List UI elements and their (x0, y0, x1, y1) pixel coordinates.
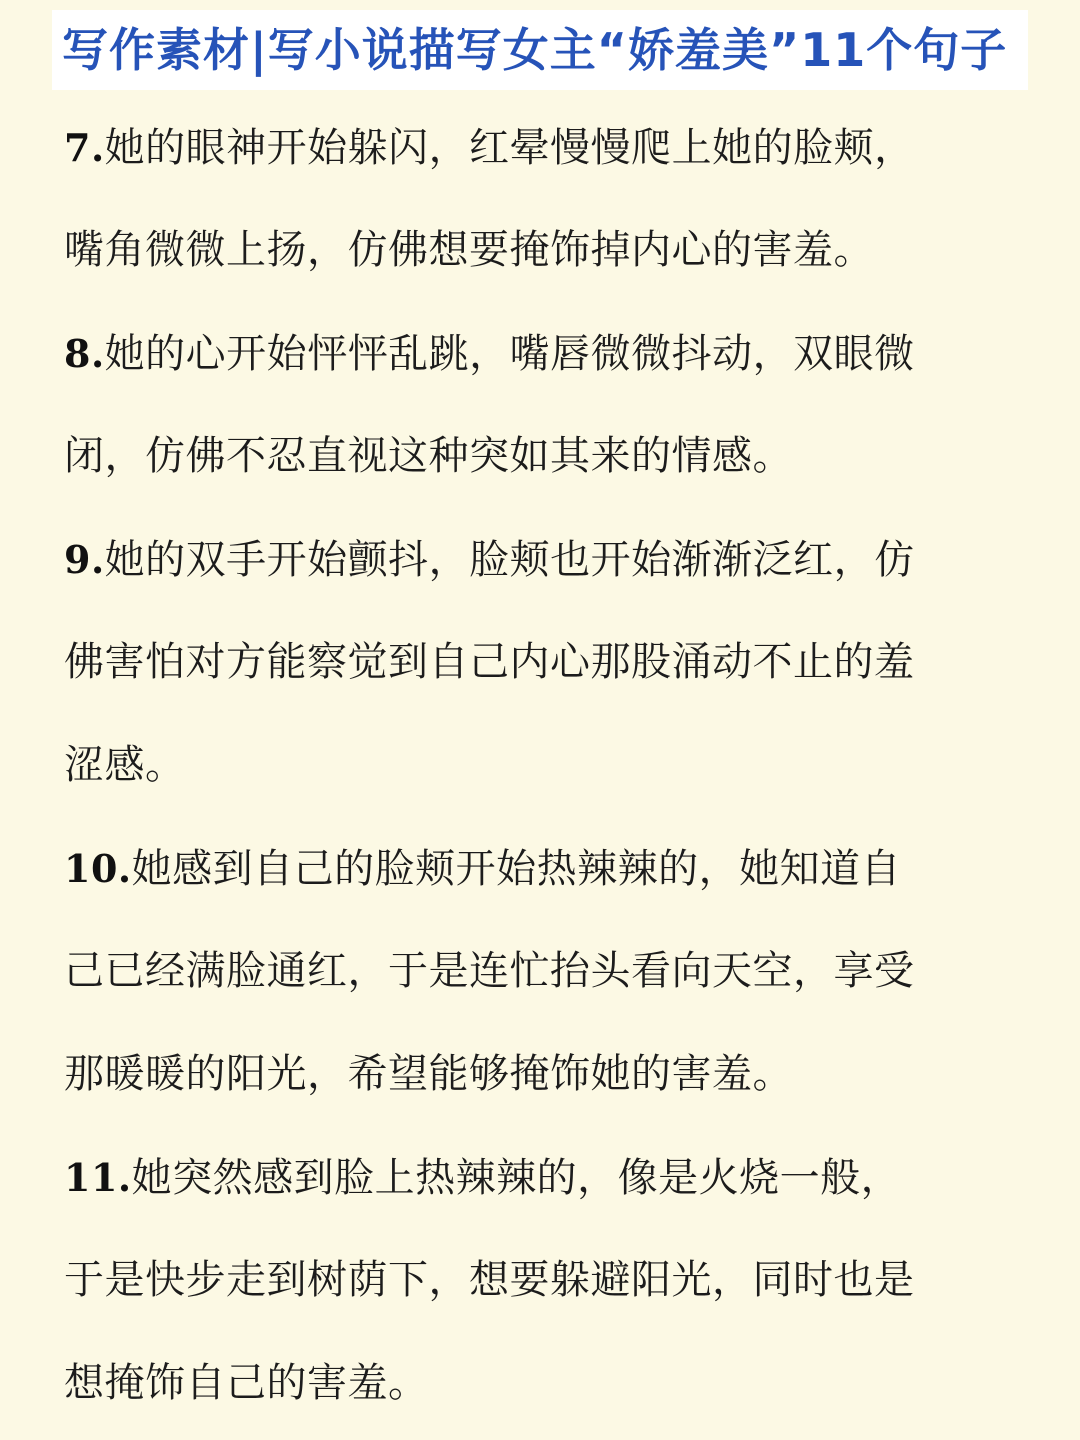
sentence-list (64, 96, 1004, 1435)
sentence-item-7 (64, 96, 1004, 302)
sentence-line: 嘴角微微上扬，仿佛想要掩饰掉内心的害羞。 (64, 227, 874, 273)
sentence-line: 那暖暖的阳光，希望能够掩饰她的害羞。 (64, 1051, 793, 1097)
sentence-text: 她的眼神开始躲闪，红晕慢慢爬上她的脸颊， (104, 125, 915, 171)
sentence-item-9 (64, 508, 1004, 817)
sentence-item-8 (64, 302, 1004, 508)
sentence-line (64, 96, 1004, 199)
sentence-number: 7. (64, 125, 105, 170)
sentence-line (64, 1126, 1004, 1229)
sentence-line: 于是快步走到树荫下，想要躲避阳光，同时也是 (64, 1257, 915, 1303)
sentence-line: 想掩饰自己的害羞。 (64, 1360, 429, 1406)
page-title: 写作素材|写小说描写女主“娇羞美”11个句子 (62, 23, 1008, 77)
sentence-line (64, 817, 1004, 920)
sentence-line: 己已经满脸通红，于是连忙抬头看向天空，享受 (64, 948, 915, 994)
sentence-line (64, 508, 1004, 611)
sentence-text: 她感到自己的脸颊开始热辣辣的，她知道自 (131, 846, 902, 892)
sentence-number: 11. (64, 1155, 132, 1200)
sentence-text: 她的心开始怦怦乱跳，嘴唇微微抖动，双眼微 (104, 331, 915, 377)
sentence-item-11 (64, 1126, 1004, 1435)
sentence-text: 她突然感到脸上热辣辣的，像是火烧一般， (131, 1155, 902, 1201)
sentence-line: 闭，仿佛不忍直视这种突如其来的情感。 (64, 433, 793, 479)
sentence-line (64, 302, 1004, 405)
sentence-number: 8. (64, 331, 105, 376)
sentence-item-10 (64, 817, 1004, 1126)
sentence-line: 涩感。 (64, 742, 186, 788)
sentence-text: 她的双手开始颤抖，脸颊也开始渐渐泛红，仿 (104, 537, 915, 583)
sentence-number: 10. (64, 846, 132, 891)
sentence-number: 9. (64, 537, 105, 582)
sentence-line: 佛害怕对方能察觉到自己内心那股涌动不止的羞 (64, 639, 915, 685)
